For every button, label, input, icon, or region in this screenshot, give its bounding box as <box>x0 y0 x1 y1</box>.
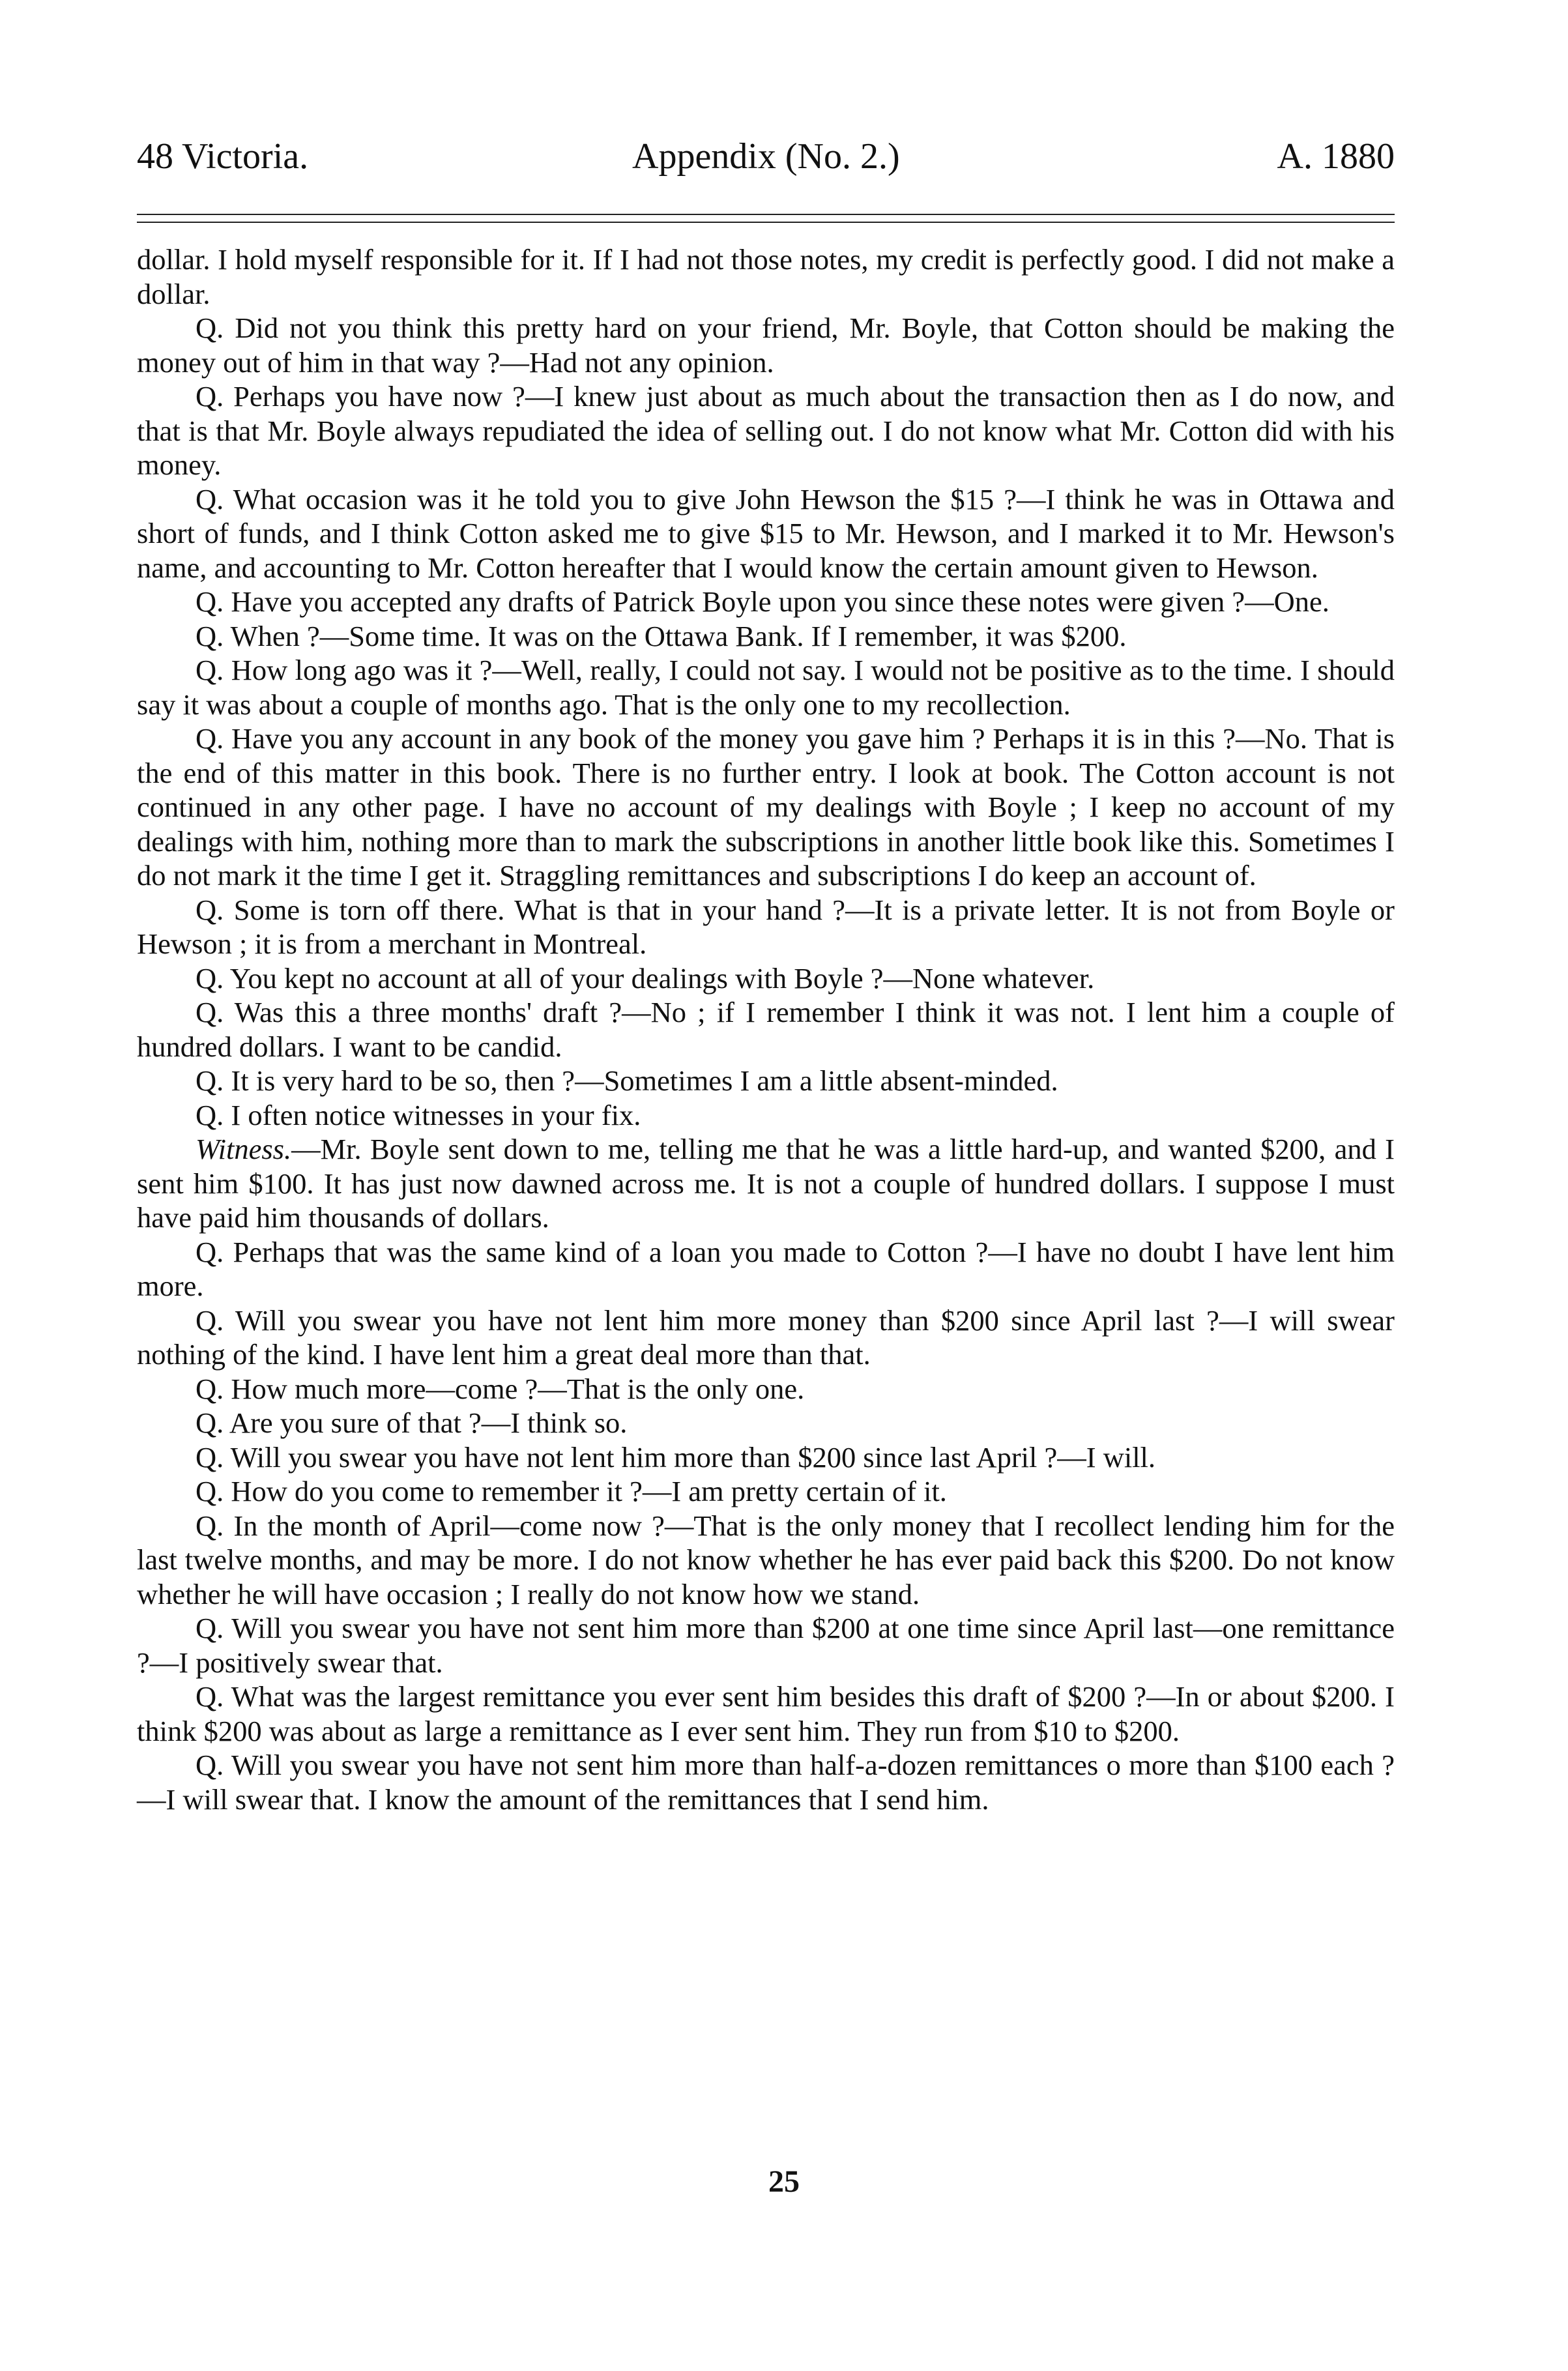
witness-label: Witness. <box>196 1133 292 1165</box>
paragraph: Q. You kept no account at all of your dealings with Boyle ?—None whatever. <box>196 961 1095 995</box>
page-number: 25 <box>768 2164 800 2199</box>
testimony-body <box>137 242 1395 1816</box>
paragraph: Q. Was this a three months' draft ?—No ; if I remember I think it was not. I lent him a couple of hundred dollars. I want to be candid. <box>137 996 1395 1063</box>
header-appendix: Appendix (No. 2.) <box>632 136 900 177</box>
header-year: A. 1880 <box>1277 136 1395 177</box>
paragraph: Q. Are you sure of that ?—I think so. <box>196 1406 628 1439</box>
witness-paragraph <box>137 1132 1395 1235</box>
paragraph: Q. How much more—come ?—That is the only one. <box>196 1372 805 1405</box>
paragraph: Q. Will you swear you have not lent him more money than $200 since April last ?—I will swear nothing of the kind. I have lent him a great deal more than that. <box>137 1303 1395 1371</box>
paragraph: Q. Will you swear you have not lent him more than $200 since last April ?—I will. <box>196 1440 1156 1474</box>
paragraph: dollar. I hold myself responsible for it. If I had not those notes, my credit is perfectly good. I did not make a dollar. <box>137 243 1395 310</box>
paragraph: Q. Have you accepted any drafts of Patrick Boyle upon you since these notes were given ?—One. <box>196 585 1329 618</box>
witness-text: —Mr. Boyle sent down to me, telling me that he was a little hard-up, and wanted $200, and I sent him $100. It has just now dawned across me. It is not a couple of hundred dollars. I suppose I must have paid him thousands of dollars. <box>137 1133 1395 1234</box>
paragraph: Q. How long ago was it ?—Well, really, I could not say. I would not be positive as to the time. I should say it was about a couple of months ago. That is the only one to my recollection. <box>137 654 1395 721</box>
running-header <box>137 134 1395 179</box>
header-rule-bottom <box>137 222 1395 223</box>
paragraph: Q. Did not you think this pretty hard on your friend, Mr. Boyle, that Cotton should be making the money out of him in that way ?—Had not any opinion. <box>137 312 1395 379</box>
paragraph: Q. What occasion was it he told you to give John Hewson the $15 ?—I think he was in Ottawa and short of funds, and I think Cotton asked me to give $15 to Mr. Hewson, and I marked it to Mr. Hewson's name, and accounting to Mr. Cotton hereafter that I would know the certain amount given to Hewson. <box>137 482 1395 584</box>
paragraph: Q. Have you any account in any book of the money you gave him ? Perhaps it is in this ?—No. That is the end of this matter in this book. There is no further entry. I look at book. The Cotton account is not continued in any other page. I have no account of my dealings with Boyle ; I keep no account of my dealings with him, nothing more than to mark the subscriptions in another little book like this. Sometimes I do not mark it the time I get it. Straggling remittances and subscriptions I do keep an account of. <box>137 722 1395 892</box>
paragraph: Q. When ?—Some time. It was on the Ottawa Bank. If I remember, it was $200. <box>196 619 1127 652</box>
paragraph: Q. Will you swear you have not sent him more than $200 at one time since April last—one remittance ?—I positively swear that. <box>137 1612 1395 1679</box>
paragraph: Q. Perhaps you have now ?—I knew just about as much about the transaction then as I do now, and that is that Mr. Boyle always repudiated the idea of selling out. I do not know what Mr. Cotton did with his money. <box>137 380 1395 481</box>
paragraph: Q. It is very hard to be so, then ?—Sometimes I am a little absent-minded. <box>196 1064 1058 1097</box>
paragraph: Q. Will you swear you have not sent him more than half-a-dozen remittances o more than $100 each ?—I will swear that. I know the amount of the remittances that I send him. <box>137 1749 1395 1816</box>
paragraph: Q. I often notice witnesses in your fix. <box>196 1098 641 1131</box>
header-rule-top <box>137 214 1395 215</box>
paragraph: Q. How do you come to remember it ?—I am pretty certain of it. <box>196 1475 947 1507</box>
header-session: 48 Victoria. <box>137 136 309 177</box>
paragraph: Q. Perhaps that was the same kind of a loan you made to Cotton ?—I have no doubt I have lent him more. <box>137 1235 1395 1302</box>
paragraph: Q. Some is torn off there. What is that in your hand ?—It is a private letter. It is not from Boyle or Hewson ; it is from a merchant in Montreal. <box>137 893 1395 960</box>
paragraph: Q. In the month of April—come now ?—That is the only money that I recollect lending him for the last twelve months, and may be more. I do not know whether he has ever paid back this $200. Do not know whether he will have occasion ; I really do not know how we stand. <box>137 1509 1395 1610</box>
paragraph: Q. What was the largest remittance you ever sent him besides this draft of $200 ?—In or about $200. I think $200 was about as large a remittance as I ever sent him. They run from $10 to $200. <box>137 1680 1395 1747</box>
